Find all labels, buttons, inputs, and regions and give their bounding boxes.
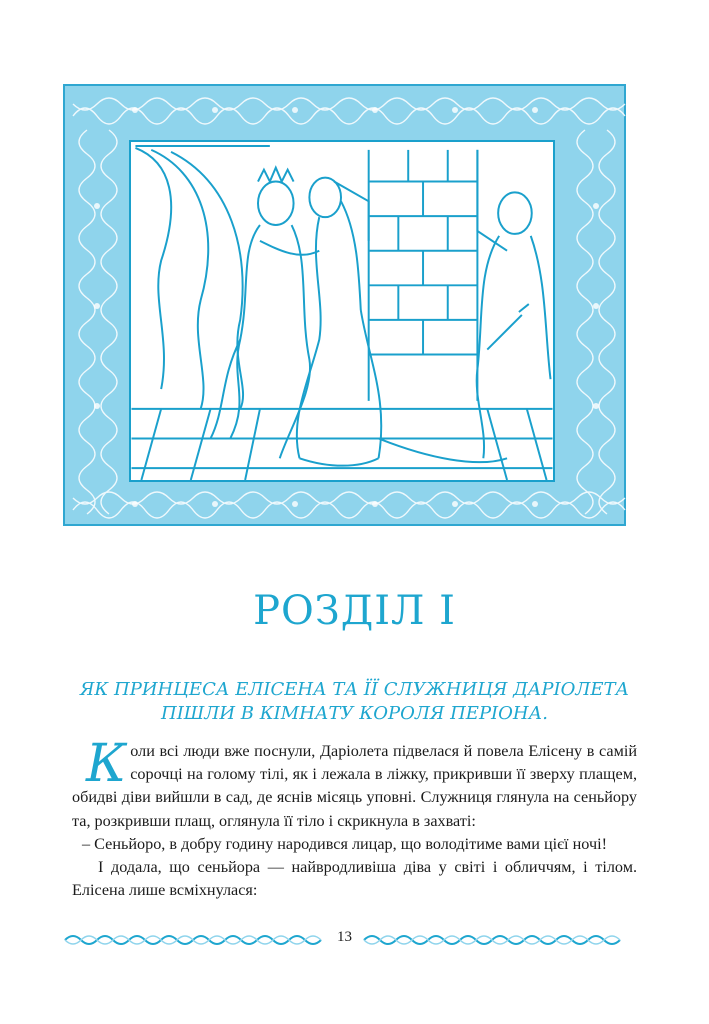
paragraph-1 — [72, 734, 637, 833]
body-text — [72, 734, 637, 902]
subtitle-line-2: ПІШЛИ В КІМНАТУ КОРОЛЯ ПЕРІОНА. — [161, 703, 548, 724]
ornamental-frame — [63, 84, 626, 526]
paragraph-3: І додала, що сеньйора — найвродливіша діва у світі і обличчям, і тілом. Елісена лише всміхнулася: — [72, 858, 637, 900]
chapter-subtitle — [0, 678, 709, 726]
paragraph-2: – Сеньйоро, в добру годину народився лицар, що володітиме вами цієї ночі! — [82, 834, 607, 853]
woodcut-illustration — [129, 140, 555, 482]
paragraph-1-text: оли всі люди вже поснули, Даріолета підвелася й повела Елісену в самій сорочці на голому тілі, як і лежала в ліжку, прикривши її зверху плащем, обидві діви вийшли в сад, де яснів місяць уповні. Служниця глянула на сеньйору та, розкривши плащ, оглянула її тіло і скрикнула в захваті: — [72, 742, 637, 830]
drop-cap: К — [86, 734, 127, 794]
chapter-title: РОЗДІЛ І — [253, 588, 456, 634]
page-footer — [63, 926, 626, 952]
subtitle-line-1: ЯК ПРИНЦЕСА ЕЛІСЕНА ТА ЇЇ СЛУЖНИЦЯ ДАРІОЛЕТА — [79, 679, 630, 700]
page-number: 13 — [337, 929, 352, 945]
footer-ornament-right — [362, 932, 626, 948]
woodcut-scene — [131, 142, 553, 480]
